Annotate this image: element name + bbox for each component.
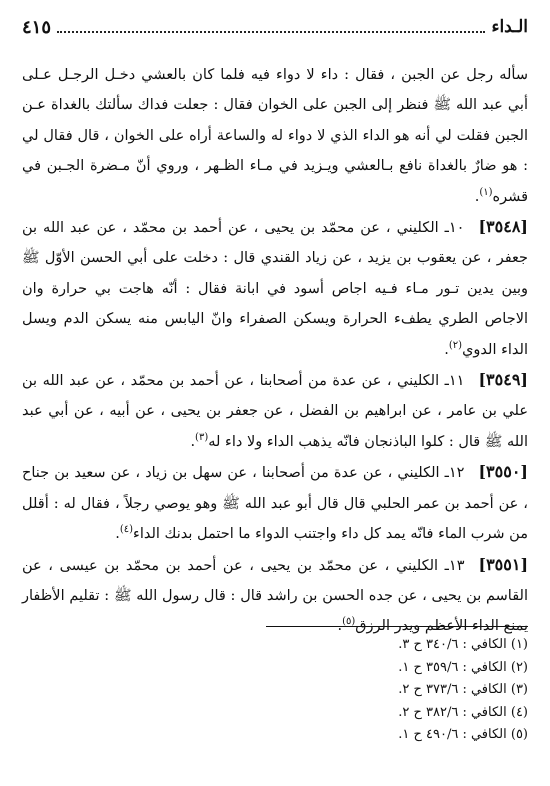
- footnote-ref: (٥): [342, 616, 356, 628]
- hadith-number: [٣٥٤٩]: [478, 370, 528, 390]
- hadith-number: [٣٥٤٨]: [478, 217, 528, 237]
- footnote: (٢) الكافي : ٣٥٩/٦ ح ١.: [398, 659, 528, 675]
- footnotes: [22, 634, 528, 747]
- dotted-leader: [57, 21, 485, 33]
- hadith-number: [٣٥٥١]: [478, 554, 529, 574]
- footnote-ref: (١): [479, 186, 493, 198]
- hadith-entry: [٣٥٥٠]١٢ـ الكليني ، عن عدة من أصحابنا ، عن سهل بن زياد ، عن سعيد بن جناح ، عن أحمد بن عمر الحلبي قال قال أبو عبد الله ﷺ وهو يوصي رجلاً ، فقال له : أقلل من شرب الماء فانّه يمد كل داء واجتنب الدواء ما احتمل بدنك الداء$^{(٤)}$.: [22, 462, 528, 543]
- hadith-text: ١٢ـ الكليني ، عن عدة من أصحابنا ، عن سهل بن زياد ، عن سعيد بن جناح ، عن أحمد بن عمر الحلبي قال قال أبو عبد الله ﷺ وهو يوصي رجلاً ، فقال له : أقلل من شرب الماء فانّه يمد كل داء واجتنب الدواء ما احتمل بدنك الداء: [22, 465, 528, 543]
- footnote-divider: [266, 626, 528, 627]
- hadith-text: ١٠ـ الكليني ، عن محمّد بن يحيى ، عن أحمد بن محمّد ، عن عبد الله بن جعفر ، عن يعقوب بن يزيد ، عن زياد القندي قال : دخلت على أبي الحسن الأوّل ﷺ وبين يدين تـور مـاء فـيه اجاص أسود في ابانة فقال : أنّه هاجت بي حرارة وان الاجاص الطري يطفء الحرارة ويسكن الصفراء وانّ اليابس منه يسكن الدم ويسل الداء الدوي: [22, 220, 528, 358]
- hadith-number: [٣٥٥٠]: [478, 462, 528, 482]
- footnote-ref: (٣): [195, 432, 209, 444]
- footnote-ref: (٤): [119, 524, 134, 536]
- footnote: (١) الكافي : ٣٤٠/٦ ح ٣.: [398, 637, 528, 652]
- footnote: (٤) الكافي : ٣٨٢/٦ ح ٢.: [398, 704, 528, 720]
- footnote-ref: (٢): [448, 339, 463, 351]
- hadith-entry: [٣٥٤٨]١٠ـ الكليني ، عن محمّد بن يحيى ، عن أحمد بن محمّد ، عن عبد الله بن جعفر ، عن يعقوب بن يزيد ، عن زياد القندي قال : دخلت على أبي الحسن الأوّل ﷺ وبين يدين تـور مـاء فـيه اجاص أسود في ابانة فقال : أنّه هاجت بي حرارة وان الاجاص الطري يطفء الحرارة ويسكن الصفراء وانّ اليابس منه يسكن الدم ويسل الداء الدوي$^{(٢)}$.: [22, 217, 528, 358]
- hadith-text: ١٣ـ الكليني ، عن محمّد بن يحيى ، عن أحمد بن محمّد بن عيسى ، عن القاسم بن يحيى ، عن جده الحسن بن راشد قال : قال رسول الله ﷺ : تقليم الأظفار يمنع الداء الأعظم ويدر الرزق: [22, 557, 528, 635]
- page-number: ٤١٥: [22, 16, 52, 38]
- intro-paragraph: سأله رجل عن الجبن ، فقال : داء لا دواء فيه فلما كان بالعشي دخـل الرجـل عـلى أبي عبد الله ﷺ فنظر إلى الجبن على الخوان فقال : جعلت فداك سألتك بالغداة عـن الجبن فقلت لي أنه هو الداء الذي لا دواء له والساعة أراه على الخوان ، قال فقال لي : هو ضارٌ بالغداة نافع بـالعشي ويـزيد في مـاء الظـهر ، وروي أنّ مـضرة الجـبن في قشره$^{(١)}$.: [22, 67, 528, 205]
- hadith-text: ١١ـ الكليني ، عن عدة من أصحابنا ، عن أحمد بن محمّد ، عن عبد الله بن علي بن عامر ، عن ابراهيم بن الفضل ، عن جعفر بن يحيى ، عن أبيه ، عن أبي عبد الله ﷺ قال : كلوا الباذنجان فانّه يذهب الداء ولا داء له: [22, 373, 528, 450]
- chapter-title: الـداء: [491, 17, 528, 37]
- footnote: (٥) الكافي : ٤٩٠/٦ ح ١.: [398, 727, 528, 742]
- page-body: [22, 60, 528, 642]
- hadith-entry: [٣٥٥١]١٣ـ الكليني ، عن محمّد بن يحيى ، عن أحمد بن محمّد بن عيسى ، عن القاسم بن يحيى ، عن جده الحسن بن راشد قال : قال رسول الله ﷺ : تقليم الأظفار يمنع الداء الأعظم ويدر الرزق$^{(٥)}$.: [22, 554, 529, 635]
- running-header: [22, 14, 528, 40]
- intro-text: سأله رجل عن الجبن ، فقال : داء لا دواء فيه فلما كان بالعشي دخـل الرجـل عـلى أبي عبد الله ﷺ فنظر إلى الجبن على الخوان فقال : جعلت فداك سألتك بالغداة عـن الجبن فقلت لي أنه هو الداء الذي لا دواء له والساعة أراه على الخوان ، قال فقال لي : هو ضارٌ بالغداة نافع بـالعشي ويـزيد في مـاء الظـهر ، وروي أنّ مـضرة الجـبن في قشره: [22, 67, 528, 205]
- hadith-entry: [٣٥٤٩]١١ـ الكليني ، عن عدة من أصحابنا ، عن أحمد بن محمّد ، عن عبد الله بن علي بن عامر ، عن ابراهيم بن الفضل ، عن جعفر بن يحيى ، عن أبيه ، عن أبي عبد الله ﷺ قال : كلوا الباذنجان فانّه يذهب الداء ولا داء له$^{(٣)}$.: [22, 370, 528, 450]
- footnote: (٣) الكافي : ٣٧٣/٦ ح ٢.: [398, 682, 528, 697]
